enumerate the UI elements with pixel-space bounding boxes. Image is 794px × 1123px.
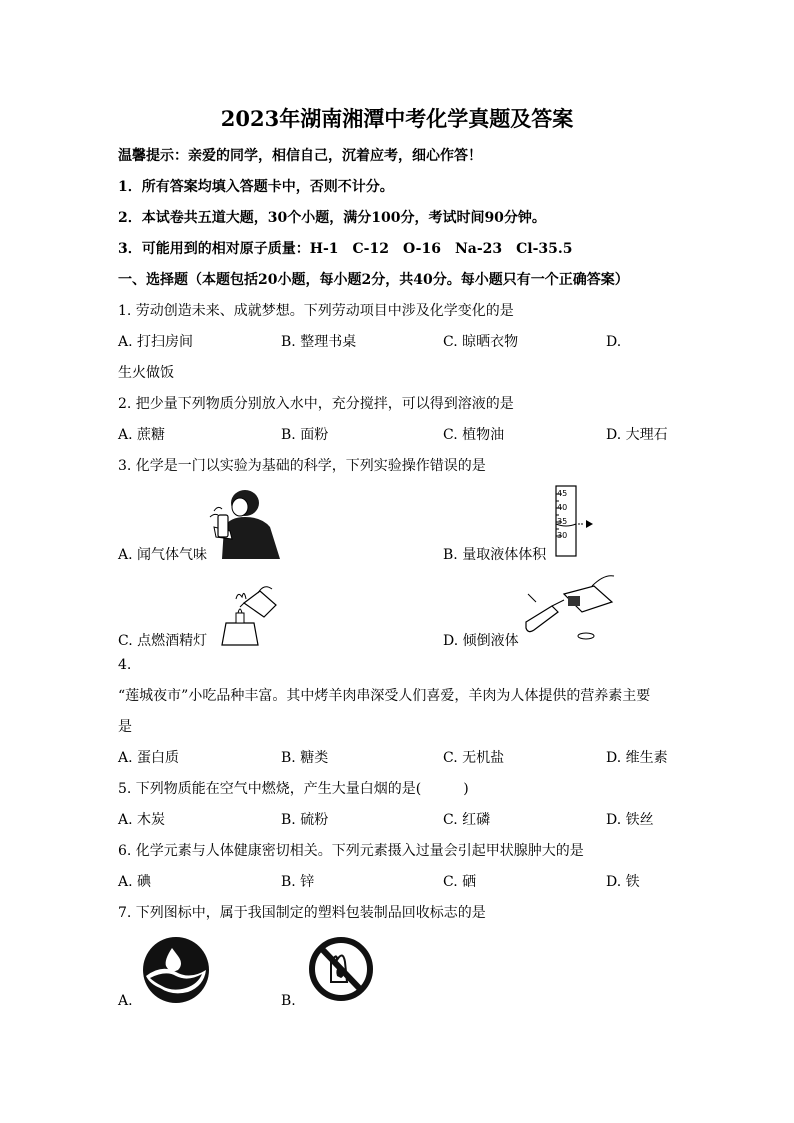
- q2-option-b: B. 面粉: [281, 427, 329, 443]
- graduated-cylinder-figure: [548, 484, 598, 558]
- no-fire-sign-icon: [307, 936, 375, 1002]
- q1-option-d-text: 生火做饭: [118, 365, 174, 381]
- q1-option-c: C. 晾晒衣物: [443, 334, 519, 350]
- q3-option-b: B. 量取液体体积: [443, 547, 547, 563]
- q2-option-c: C. 植物油: [443, 427, 505, 443]
- notice-item-1: 1．所有答案均填入答题卡中，否则不计分。: [118, 179, 394, 195]
- q3-option-c: C. 点燃酒精灯: [118, 633, 208, 649]
- q6-option-d: D. 铁: [606, 874, 640, 890]
- q1-option-a: A. 打扫房间: [118, 334, 194, 350]
- q1-option-b: B. 整理书桌: [281, 334, 357, 350]
- page-title: 2023年湖南湘潭中考化学真题及答案: [220, 106, 574, 131]
- question-4-stem-wrap: 是: [118, 719, 132, 735]
- q6-option-b: B. 锌: [281, 874, 315, 890]
- notice-item-2: 2．本试卷共五道大题，30个小题，满分100分，考试时间90分钟。: [118, 210, 546, 226]
- q7-option-b: B.: [281, 993, 296, 1009]
- q3-option-a: A. 闻气体气味: [118, 547, 208, 563]
- q5-option-b: B. 硫粉: [281, 812, 329, 828]
- question-1-stem: 1. 劳动创造未来、成就梦想。下列劳动项目中涉及化学变化的是: [118, 303, 514, 319]
- cylinder-tick-45: 45: [557, 489, 568, 498]
- smell-gas-figure: [200, 487, 290, 559]
- notice-tip: 温馨提示：亲爱的同学，相信自己，沉着应考，细心作答！: [118, 148, 482, 164]
- q2-option-d: D. 大理石: [606, 427, 668, 443]
- cylinder-tick-30: 30: [557, 531, 568, 540]
- question-5-stem: 5. 下列物质能在空气中燃烧，产生大量白烟的是( ): [118, 781, 469, 797]
- q4-option-a: A. 蛋白质: [118, 750, 180, 766]
- notice-item-3: 3．可能用到的相对原子质量：H-1 C-12 O-16 Na-23 Cl-35.5: [118, 241, 573, 257]
- question-3-stem: 3. 化学是一门以实验为基础的科学，下列实验操作错误的是: [118, 458, 486, 474]
- q5-option-a: A. 木炭: [118, 812, 166, 828]
- q1-option-d: D.: [606, 334, 622, 350]
- q4-option-c: C. 无机盐: [443, 750, 505, 766]
- q2-option-a: A. 蔗糖: [118, 427, 166, 443]
- q5-option-c: C. 红磷: [443, 812, 491, 828]
- question-2-stem: 2. 把少量下列物质分别放入水中，充分搅拌，可以得到溶液的是: [118, 396, 514, 412]
- question-4-number: 4.: [118, 657, 132, 673]
- pour-liquid-figure: [522, 572, 618, 644]
- q5-option-d: D. 铁丝: [606, 812, 654, 828]
- q7-option-a: A.: [118, 993, 133, 1009]
- cylinder-tick-40: 40: [557, 503, 568, 512]
- section-heading: 一、选择题（本题包括20小题，每小题2分，共40分。每小题只有一个正确答案）: [118, 272, 629, 288]
- q4-option-b: B. 糖类: [281, 750, 329, 766]
- question-4-stem: “莲城夜市”小吃品种丰富。其中烤羊肉串深受人们喜爱，羊肉为人体提供的营养素主要: [118, 688, 651, 704]
- q6-option-c: C. 硒: [443, 874, 477, 890]
- question-6-stem: 6. 化学元素与人体健康密切相关。下列元素摄入过量会引起甲状腺肿大的是: [118, 843, 584, 859]
- q4-option-d: D. 维生素: [606, 750, 668, 766]
- cylinder-scale: [557, 487, 567, 543]
- cylinder-tick-35: 35: [557, 517, 568, 526]
- water-drop-sign-icon: [142, 936, 210, 1004]
- question-7-stem: 7. 下列图标中，属于我国制定的塑料包装制品回收标志的是: [118, 905, 486, 921]
- q6-option-a: A. 碘: [118, 874, 152, 890]
- alcohol-lamp-figure: [218, 583, 280, 647]
- q3-option-d: D. 倾倒液体: [443, 633, 519, 649]
